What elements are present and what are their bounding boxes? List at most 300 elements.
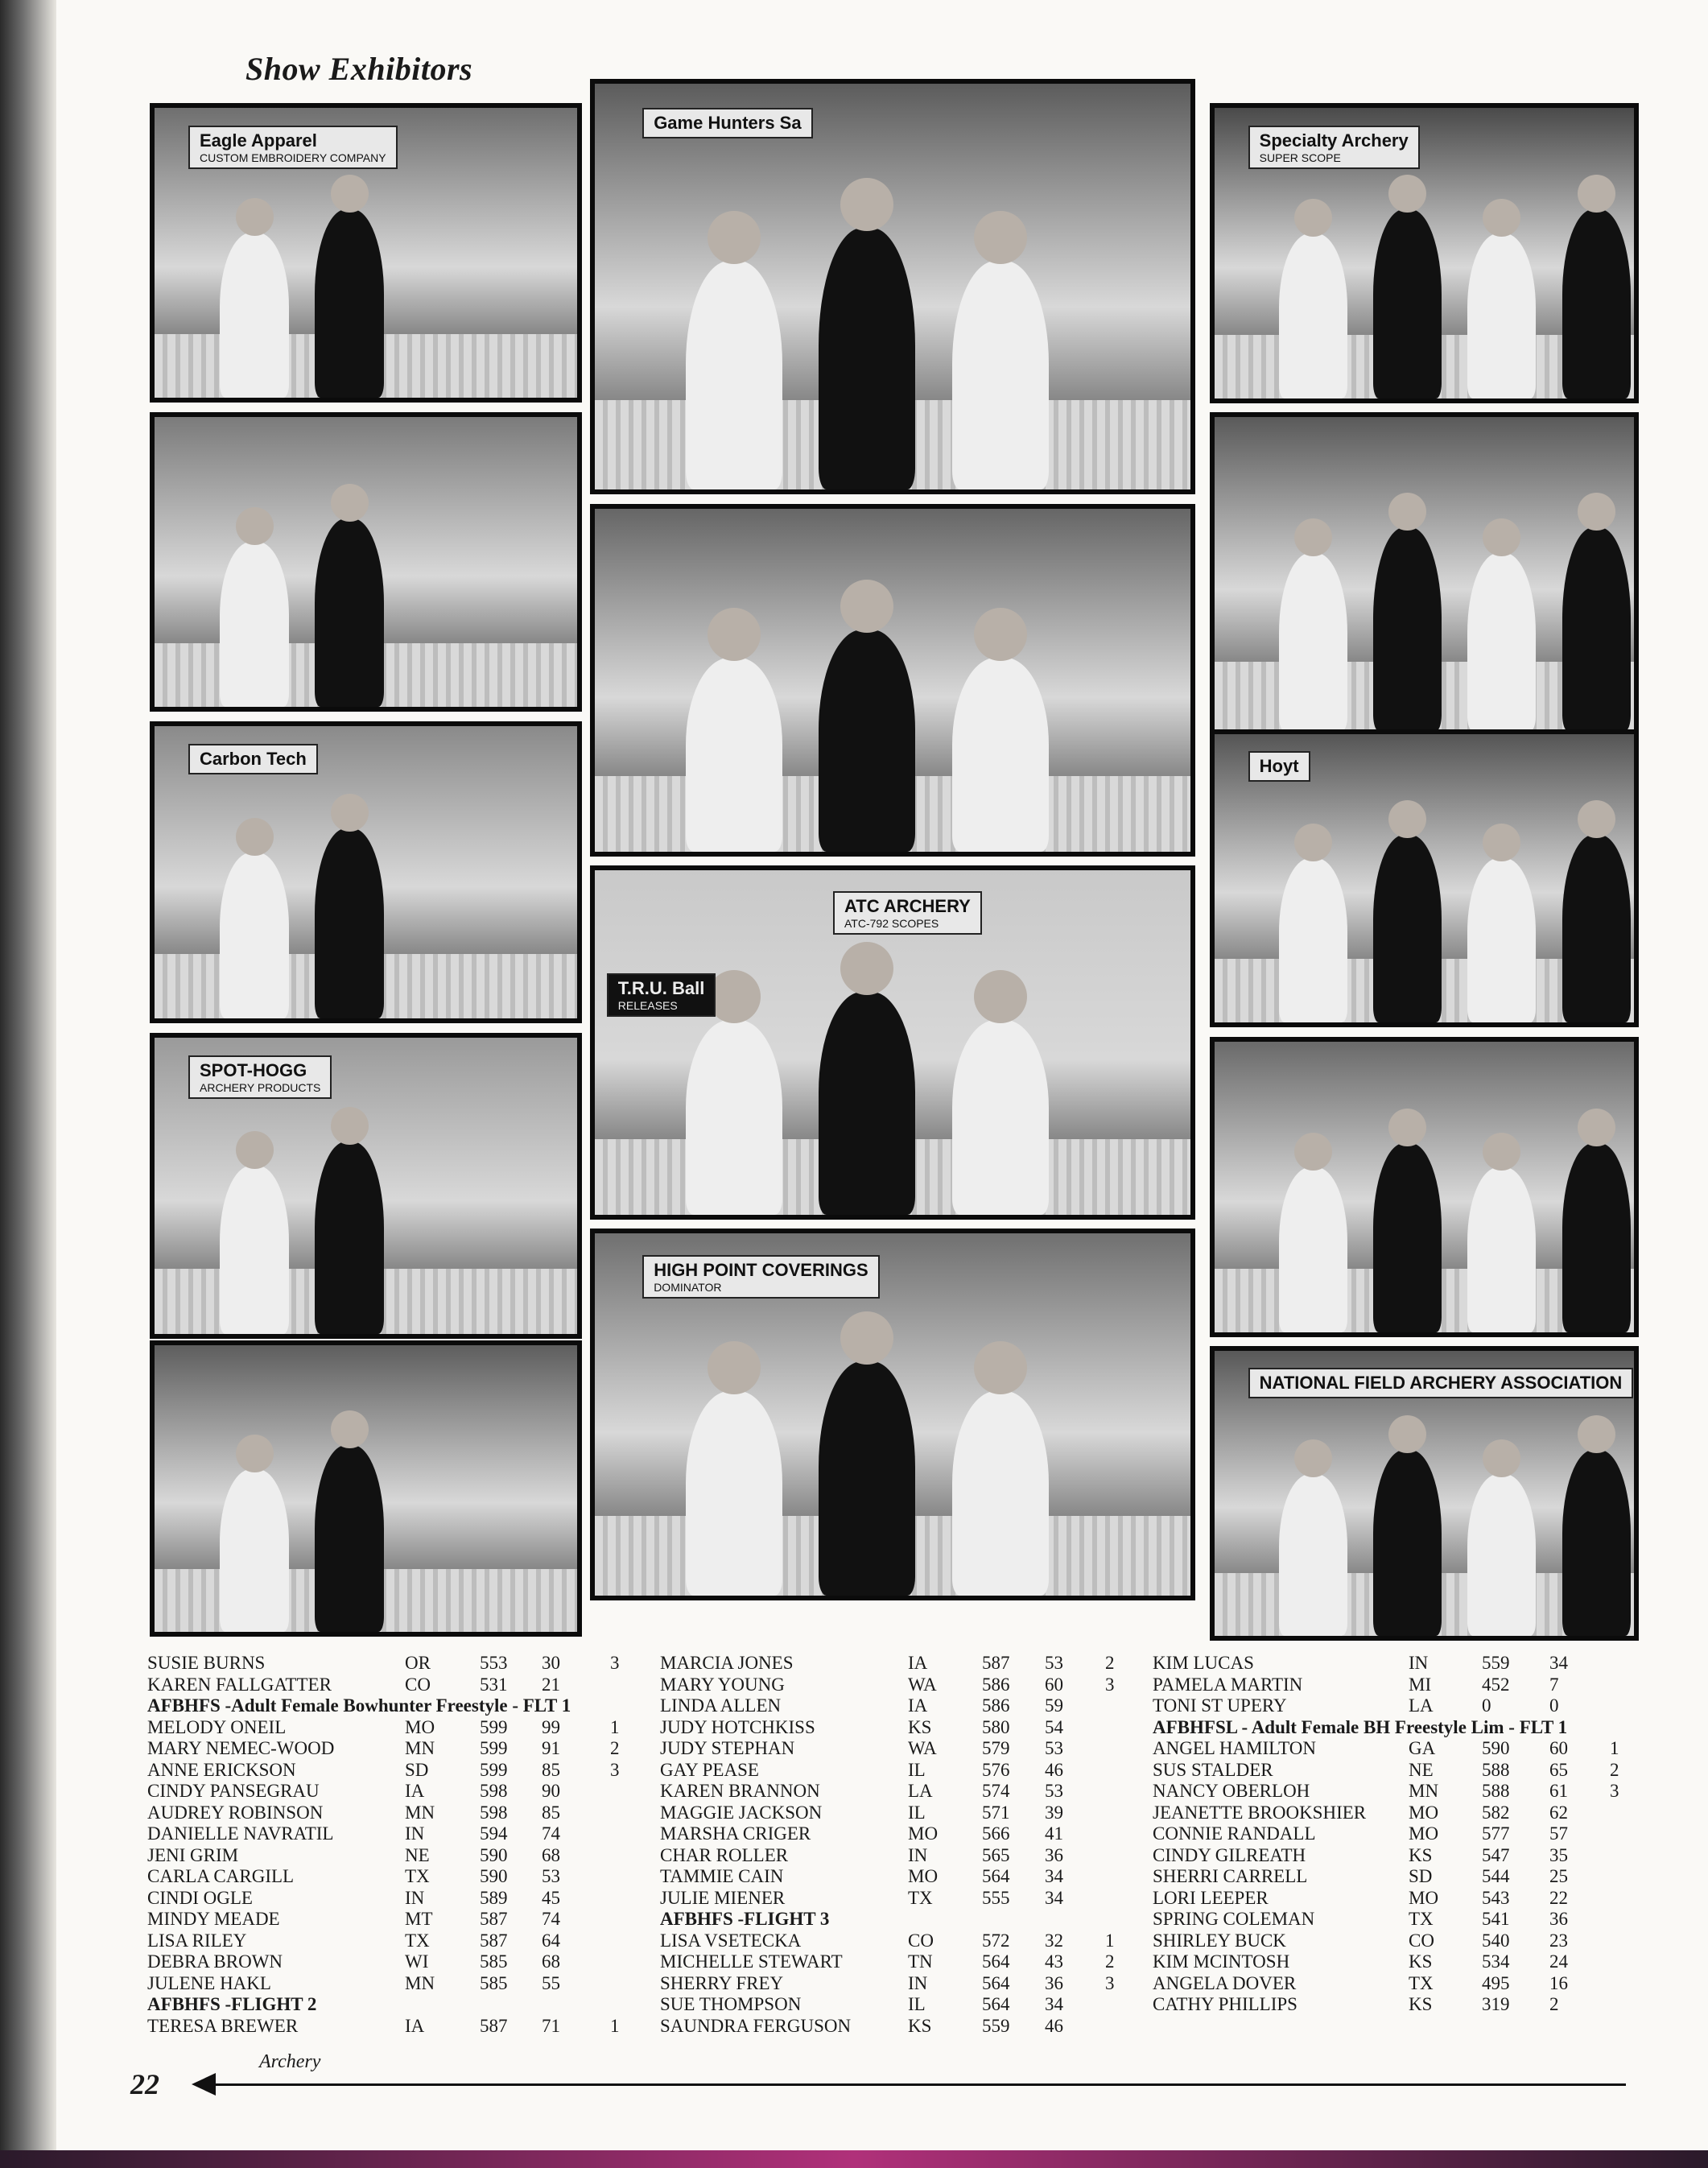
booth-sign-subtitle: SUPER SCOPE [1259, 151, 1341, 164]
person-figure [315, 1142, 384, 1334]
exhibitor-photo [1210, 729, 1639, 1027]
archer-place: 1 [1105, 1930, 1115, 1951]
result-row [147, 1888, 630, 1910]
person-figure [315, 828, 384, 1018]
archer-name: JUDY HOTCHKISS [660, 1716, 815, 1737]
results-column-2 [660, 1653, 1143, 2037]
archer-x-count: 65 [1549, 1759, 1568, 1780]
archer-name: MARY NEMEC-WOOD [147, 1738, 335, 1758]
page-gutter-shadow [0, 0, 56, 2168]
archer-state: TX [405, 1866, 430, 1886]
archer-name: MAGGIE JACKSON [660, 1802, 823, 1823]
person-head [236, 198, 274, 236]
archer-name: NANCY OBERLOH [1153, 1781, 1310, 1801]
archer-score: 555 [982, 1887, 1010, 1908]
result-row [1153, 1951, 1636, 1973]
person-head [840, 580, 893, 633]
archer-x-count: 45 [542, 1887, 560, 1908]
result-row [147, 1823, 630, 1845]
person-figure [1279, 858, 1347, 1022]
result-row [1153, 1973, 1636, 1995]
archer-name: ANNE ERICKSON [147, 1759, 296, 1780]
archer-score: 599 [480, 1738, 508, 1758]
exhibitor-photo [590, 504, 1195, 857]
archer-name: LISA VSETECKA [660, 1930, 802, 1951]
results-column-1 [147, 1653, 630, 2037]
archer-name: MARCIA JONES [660, 1653, 794, 1673]
archer-score: 576 [982, 1759, 1010, 1780]
archer-name: KIM MCINTOSH [1153, 1951, 1290, 1972]
person-head [1294, 824, 1332, 861]
person-head [974, 211, 1027, 264]
archer-name: SHERRY FREY [660, 1972, 784, 1993]
archer-x-count: 21 [542, 1674, 560, 1695]
result-row [660, 1994, 1143, 2016]
booth-sign: HIGH POINT COVERINGS DOMINATOR [642, 1255, 879, 1299]
archer-score: 585 [480, 1972, 508, 1993]
archer-x-count: 36 [1045, 1972, 1063, 1993]
archer-state: IA [405, 1781, 425, 1801]
archer-name: DANIELLE NAVRATIL [147, 1823, 334, 1844]
archer-place: 3 [1105, 1972, 1115, 1993]
person-head [1483, 518, 1520, 556]
person-figure [1467, 1474, 1536, 1636]
archer-state: WA [908, 1738, 937, 1758]
booth-sign: Hoyt [1248, 751, 1310, 782]
archer-score: 586 [982, 1695, 1010, 1716]
archer-score: 553 [480, 1653, 508, 1673]
division-heading-text: AFBHFSL - Adult Female BH Freestyle Lim - FLT 1 [1153, 1716, 1568, 1737]
archer-x-count: 35 [1549, 1844, 1568, 1865]
archer-x-count: 34 [1045, 1866, 1063, 1886]
archer-score: 531 [480, 1674, 508, 1695]
archer-name: GAY PEASE [660, 1759, 759, 1780]
exhibitor-photo [590, 79, 1195, 494]
archer-name: TONI ST UPERY [1153, 1695, 1287, 1716]
archer-state: CO [908, 1930, 934, 1951]
archer-score: 599 [480, 1716, 508, 1737]
result-row [1153, 1866, 1636, 1888]
archer-name: CINDY PANSEGRAU [147, 1781, 320, 1801]
archer-score: 590 [480, 1866, 508, 1886]
archer-state: MO [1409, 1802, 1439, 1823]
archer-score: 541 [1482, 1909, 1510, 1929]
archer-score: 594 [480, 1823, 508, 1844]
division-heading-text: AFBHFS -FLIGHT 3 [660, 1909, 830, 1929]
result-row [660, 1888, 1143, 1910]
archer-x-count: 0 [1549, 1695, 1559, 1716]
exhibitor-photo [590, 865, 1195, 1220]
archer-name: CONNIE RANDALL [1153, 1823, 1316, 1844]
person-figure [1562, 209, 1631, 398]
person-head [1578, 1415, 1615, 1453]
archer-x-count: 85 [542, 1802, 560, 1823]
archer-x-count: 34 [1045, 1887, 1063, 1908]
result-row [660, 1695, 1143, 1717]
person-head [1294, 518, 1332, 556]
archer-x-count: 24 [1549, 1951, 1568, 1972]
archer-name: JENI GRIM [147, 1844, 239, 1865]
result-row [1153, 1781, 1636, 1803]
exhibitor-photo [150, 1033, 582, 1339]
archer-state: LA [908, 1781, 933, 1801]
archer-state: TX [1409, 1909, 1434, 1929]
archer-name: LISA RILEY [147, 1930, 247, 1951]
division-heading [147, 1695, 630, 1717]
archer-x-count: 61 [1549, 1781, 1568, 1801]
person-figure [819, 630, 915, 852]
result-row [660, 1823, 1143, 1845]
archer-score: 585 [480, 1951, 508, 1972]
person-figure [315, 209, 384, 398]
person-head [840, 178, 893, 231]
archer-x-count: 60 [1045, 1674, 1063, 1695]
person-head [1388, 493, 1426, 531]
person-figure [1373, 1143, 1442, 1332]
archer-x-count: 7 [1549, 1674, 1559, 1695]
result-row [147, 1675, 630, 1696]
person-head [974, 1341, 1027, 1394]
archer-state: MN [405, 1738, 435, 1758]
exhibitor-photo [1210, 103, 1639, 403]
archer-state: NE [1409, 1759, 1434, 1780]
person-head [236, 1131, 274, 1169]
result-row [147, 1717, 630, 1739]
archer-name: KAREN BRANNON [660, 1781, 820, 1801]
archer-name: TERESA BREWER [147, 2015, 299, 2036]
archer-score: 586 [982, 1674, 1010, 1695]
archer-score: 544 [1482, 1866, 1510, 1886]
division-heading-text: AFBHFS -Adult Female Bowhunter Freestyle - FLT 1 [147, 1695, 571, 1716]
result-row [660, 1866, 1143, 1888]
archer-state: KS [908, 1716, 932, 1737]
archer-x-count: 23 [1549, 1930, 1568, 1951]
archer-state: TX [405, 1930, 430, 1951]
person-figure [686, 1020, 782, 1215]
archer-score: 577 [1482, 1823, 1510, 1844]
archer-state: IN [405, 1887, 425, 1908]
archer-score: 547 [1482, 1844, 1510, 1865]
result-row [1153, 1845, 1636, 1867]
archer-state: WA [908, 1674, 937, 1695]
person-head [1388, 1415, 1426, 1453]
person-figure [220, 1469, 289, 1632]
result-row [147, 1781, 630, 1803]
archer-x-count: 53 [542, 1866, 560, 1886]
footer-rule [205, 2083, 1626, 2086]
person-figure [1562, 527, 1631, 731]
results-column-3 [1153, 1653, 1636, 2016]
booth-sign-subtitle: DOMINATOR [654, 1281, 722, 1294]
result-row [1153, 1695, 1636, 1717]
archer-state: TX [1409, 1972, 1434, 1993]
person-head [1578, 800, 1615, 838]
archer-place: 1 [610, 1716, 620, 1737]
booth-sign: ATC ARCHERY ATC-792 SCOPES [833, 891, 982, 935]
person-figure [1562, 1450, 1631, 1636]
archer-name: CINDY GILREATH [1153, 1844, 1306, 1865]
person-figure [1279, 553, 1347, 731]
archer-state: IN [908, 1844, 928, 1865]
archer-x-count: 85 [542, 1759, 560, 1780]
archer-name: MARSHA CRIGER [660, 1823, 811, 1844]
archer-name: KIM LUCAS [1153, 1653, 1254, 1673]
result-row [1153, 1909, 1636, 1931]
division-heading [660, 1909, 1143, 1931]
archer-score: 598 [480, 1802, 508, 1823]
archer-x-count: 54 [1045, 1716, 1063, 1737]
archer-place: 3 [610, 1759, 620, 1780]
person-figure [1373, 209, 1442, 398]
division-heading [1153, 1717, 1636, 1739]
person-figure [220, 233, 289, 398]
booth-sign: Carbon Tech [188, 744, 318, 774]
archer-state: OR [405, 1653, 431, 1673]
archer-name: ANGEL HAMILTON [1153, 1738, 1316, 1758]
archer-name: KAREN FALLGATTER [147, 1674, 332, 1695]
person-head [1483, 1133, 1520, 1171]
archer-name: CATHY PHILLIPS [1153, 1994, 1298, 2014]
archer-name: JULENE HAKL [147, 1972, 271, 1993]
archer-x-count: 99 [542, 1716, 560, 1737]
booth-sign-subtitle: ARCHERY PRODUCTS [200, 1081, 321, 1095]
archer-x-count: 55 [542, 1972, 560, 1993]
archer-x-count: 62 [1549, 1802, 1568, 1823]
archer-name: SUS STALDER [1153, 1759, 1273, 1780]
archer-score: 582 [1482, 1802, 1510, 1823]
result-row [660, 1803, 1143, 1824]
result-row [1153, 1653, 1636, 1675]
person-figure [1279, 1474, 1347, 1636]
archer-name: MINDY MEADE [147, 1909, 280, 1929]
archer-name: JEANETTE BROOKSHIER [1153, 1802, 1367, 1823]
archer-name: CARLA CARGILL [147, 1866, 295, 1886]
archer-place: 3 [610, 1653, 620, 1673]
booth-sign: T.R.U. Ball RELEASES [607, 973, 716, 1017]
division-heading-text: AFBHFS -FLIGHT 2 [147, 1994, 317, 2014]
archer-score: 540 [1482, 1930, 1510, 1951]
result-row [660, 1973, 1143, 1995]
booth-sign: NATIONAL FIELD ARCHERY ASSOCIATION [1248, 1368, 1634, 1398]
person-head [1578, 1109, 1615, 1146]
person-head [708, 608, 761, 661]
person-figure [686, 1391, 782, 1596]
archer-name: TAMMIE CAIN [660, 1866, 784, 1886]
archer-state: CO [405, 1674, 431, 1695]
archer-name: MARY YOUNG [660, 1674, 785, 1695]
person-head [236, 507, 274, 545]
archer-state: SD [405, 1759, 429, 1780]
archer-x-count: 41 [1045, 1823, 1063, 1844]
archer-x-count: 46 [1045, 2015, 1063, 2036]
person-head [708, 1341, 761, 1394]
person-figure [220, 542, 289, 707]
person-figure [1562, 1143, 1631, 1332]
person-head [1294, 1439, 1332, 1477]
archer-state: KS [1409, 1994, 1433, 2014]
archer-score: 599 [480, 1759, 508, 1780]
archer-score: 559 [1482, 1653, 1510, 1673]
archer-x-count: 30 [542, 1653, 560, 1673]
archer-x-count: 60 [1549, 1738, 1568, 1758]
archer-state: IL [908, 1994, 926, 2014]
archer-place: 2 [1610, 1759, 1619, 1780]
archer-place: 2 [610, 1738, 620, 1758]
archer-score: 590 [1482, 1738, 1510, 1758]
archer-x-count: 32 [1045, 1930, 1063, 1951]
exhibitor-photo [1210, 1346, 1639, 1641]
person-figure [1467, 858, 1536, 1022]
archer-score: 587 [982, 1653, 1010, 1673]
person-figure [1279, 1167, 1347, 1332]
person-head [708, 211, 761, 264]
archer-state: IA [908, 1695, 928, 1716]
person-head [1388, 800, 1426, 838]
person-figure [315, 518, 384, 707]
person-figure [952, 1391, 1049, 1596]
person-head [1294, 1133, 1332, 1171]
archer-name: DEBRA BROWN [147, 1951, 283, 1972]
archer-x-count: 90 [542, 1781, 560, 1801]
archer-state: IA [405, 2015, 425, 2036]
archer-score: 566 [982, 1823, 1010, 1844]
result-row [147, 1653, 630, 1675]
person-figure [952, 658, 1049, 852]
archer-state: IA [908, 1653, 928, 1673]
person-head [331, 484, 369, 522]
archer-score: 534 [1482, 1951, 1510, 1972]
result-row [1153, 1738, 1636, 1760]
booth-sign-subtitle: RELEASES [617, 999, 678, 1013]
archer-name: CHAR ROLLER [660, 1844, 789, 1865]
archer-score: 319 [1482, 1994, 1510, 2014]
result-row [1153, 1931, 1636, 1952]
exhibitor-photo [150, 721, 582, 1023]
archer-state: MO [405, 1716, 435, 1737]
person-figure [315, 1445, 384, 1632]
result-row [660, 1845, 1143, 1867]
archer-state: IL [908, 1802, 926, 1823]
person-figure [1467, 553, 1536, 731]
person-figure [1373, 527, 1442, 731]
archer-state: IN [405, 1823, 425, 1844]
archer-x-count: 53 [1045, 1781, 1063, 1801]
archer-name: JUDY STEPHAN [660, 1738, 795, 1758]
archer-score: 543 [1482, 1887, 1510, 1908]
archer-state: TN [908, 1951, 933, 1972]
archer-name: SHERRI CARRELL [1153, 1866, 1308, 1886]
archer-x-count: 16 [1549, 1972, 1568, 1993]
result-row [147, 1931, 630, 1952]
result-row [147, 1738, 630, 1760]
page-number: 22 [130, 2068, 159, 2100]
archer-score: 564 [982, 1972, 1010, 1993]
archer-score: 579 [982, 1738, 1010, 1758]
archer-place: 3 [1105, 1674, 1115, 1695]
archer-x-count: 39 [1045, 1802, 1063, 1823]
exhibitor-photo [590, 1229, 1195, 1600]
result-row [660, 1760, 1143, 1782]
archer-state: MO [908, 1866, 939, 1886]
archer-name: LINDA ALLEN [660, 1695, 782, 1716]
person-head [1483, 824, 1520, 861]
booth-sign-subtitle: ATC-792 SCOPES [844, 916, 939, 930]
person-head [236, 818, 274, 856]
archer-state: IL [908, 1759, 926, 1780]
archer-name: MICHELLE STEWART [660, 1951, 843, 1972]
person-head [331, 1410, 369, 1448]
archer-x-count: 74 [542, 1823, 560, 1844]
archer-score: 564 [982, 1994, 1010, 2014]
person-head [1388, 175, 1426, 213]
result-row [1153, 1760, 1636, 1782]
archer-place: 3 [1610, 1781, 1619, 1801]
archer-state: IN [1409, 1653, 1429, 1673]
archer-x-count: 64 [542, 1930, 560, 1951]
archer-state: GA [1409, 1738, 1436, 1758]
result-row [1153, 1803, 1636, 1824]
archer-name: SUSIE BURNS [147, 1653, 266, 1673]
person-figure [952, 1020, 1049, 1215]
archer-place: 2 [1105, 1653, 1115, 1673]
result-row [147, 2016, 630, 2038]
archer-x-count: 36 [1549, 1909, 1568, 1929]
archer-x-count: 22 [1549, 1887, 1568, 1908]
archer-state: MN [405, 1972, 435, 1993]
archer-x-count: 71 [542, 2015, 560, 2036]
archer-name: SUE THOMPSON [660, 1994, 802, 2014]
archer-x-count: 68 [542, 1844, 560, 1865]
section-title: Show Exhibitors [245, 51, 473, 87]
person-head [331, 794, 369, 832]
exhibitor-photo [150, 1340, 582, 1637]
archer-score: 571 [982, 1802, 1010, 1823]
result-row [660, 2016, 1143, 2038]
person-figure [1467, 1167, 1536, 1332]
result-row [147, 1845, 630, 1867]
person-figure [1562, 835, 1631, 1022]
result-row [660, 1653, 1143, 1675]
archer-name: MELODY ONEIL [147, 1716, 287, 1737]
person-figure [686, 261, 782, 489]
booth-sign: Eagle Apparel CUSTOM EMBROIDERY COMPANY [188, 126, 398, 169]
archer-place: 1 [1610, 1738, 1619, 1758]
person-head [974, 608, 1027, 661]
archer-state: TX [908, 1887, 933, 1908]
result-row [660, 1781, 1143, 1803]
archer-name: CINDI OGLE [147, 1887, 253, 1908]
person-head [1483, 1439, 1520, 1477]
archer-score: 587 [480, 1909, 508, 1929]
person-figure [220, 853, 289, 1018]
archer-name: AUDREY ROBINSON [147, 1802, 324, 1823]
archer-score: 564 [982, 1866, 1010, 1886]
archer-x-count: 34 [1045, 1994, 1063, 2014]
person-head [236, 1435, 274, 1472]
archer-score: 587 [480, 2015, 508, 2036]
archer-state: MO [1409, 1887, 1439, 1908]
archer-name: SPRING COLEMAN [1153, 1909, 1315, 1929]
person-figure [1467, 233, 1536, 398]
person-figure [952, 261, 1049, 489]
archer-name: ANGELA DOVER [1153, 1972, 1297, 1993]
archer-score: 598 [480, 1781, 508, 1801]
archer-score: 572 [982, 1930, 1010, 1951]
archer-place: 1 [610, 2015, 620, 2036]
result-row [660, 1738, 1143, 1760]
person-head [840, 942, 893, 995]
result-row [1153, 1675, 1636, 1696]
